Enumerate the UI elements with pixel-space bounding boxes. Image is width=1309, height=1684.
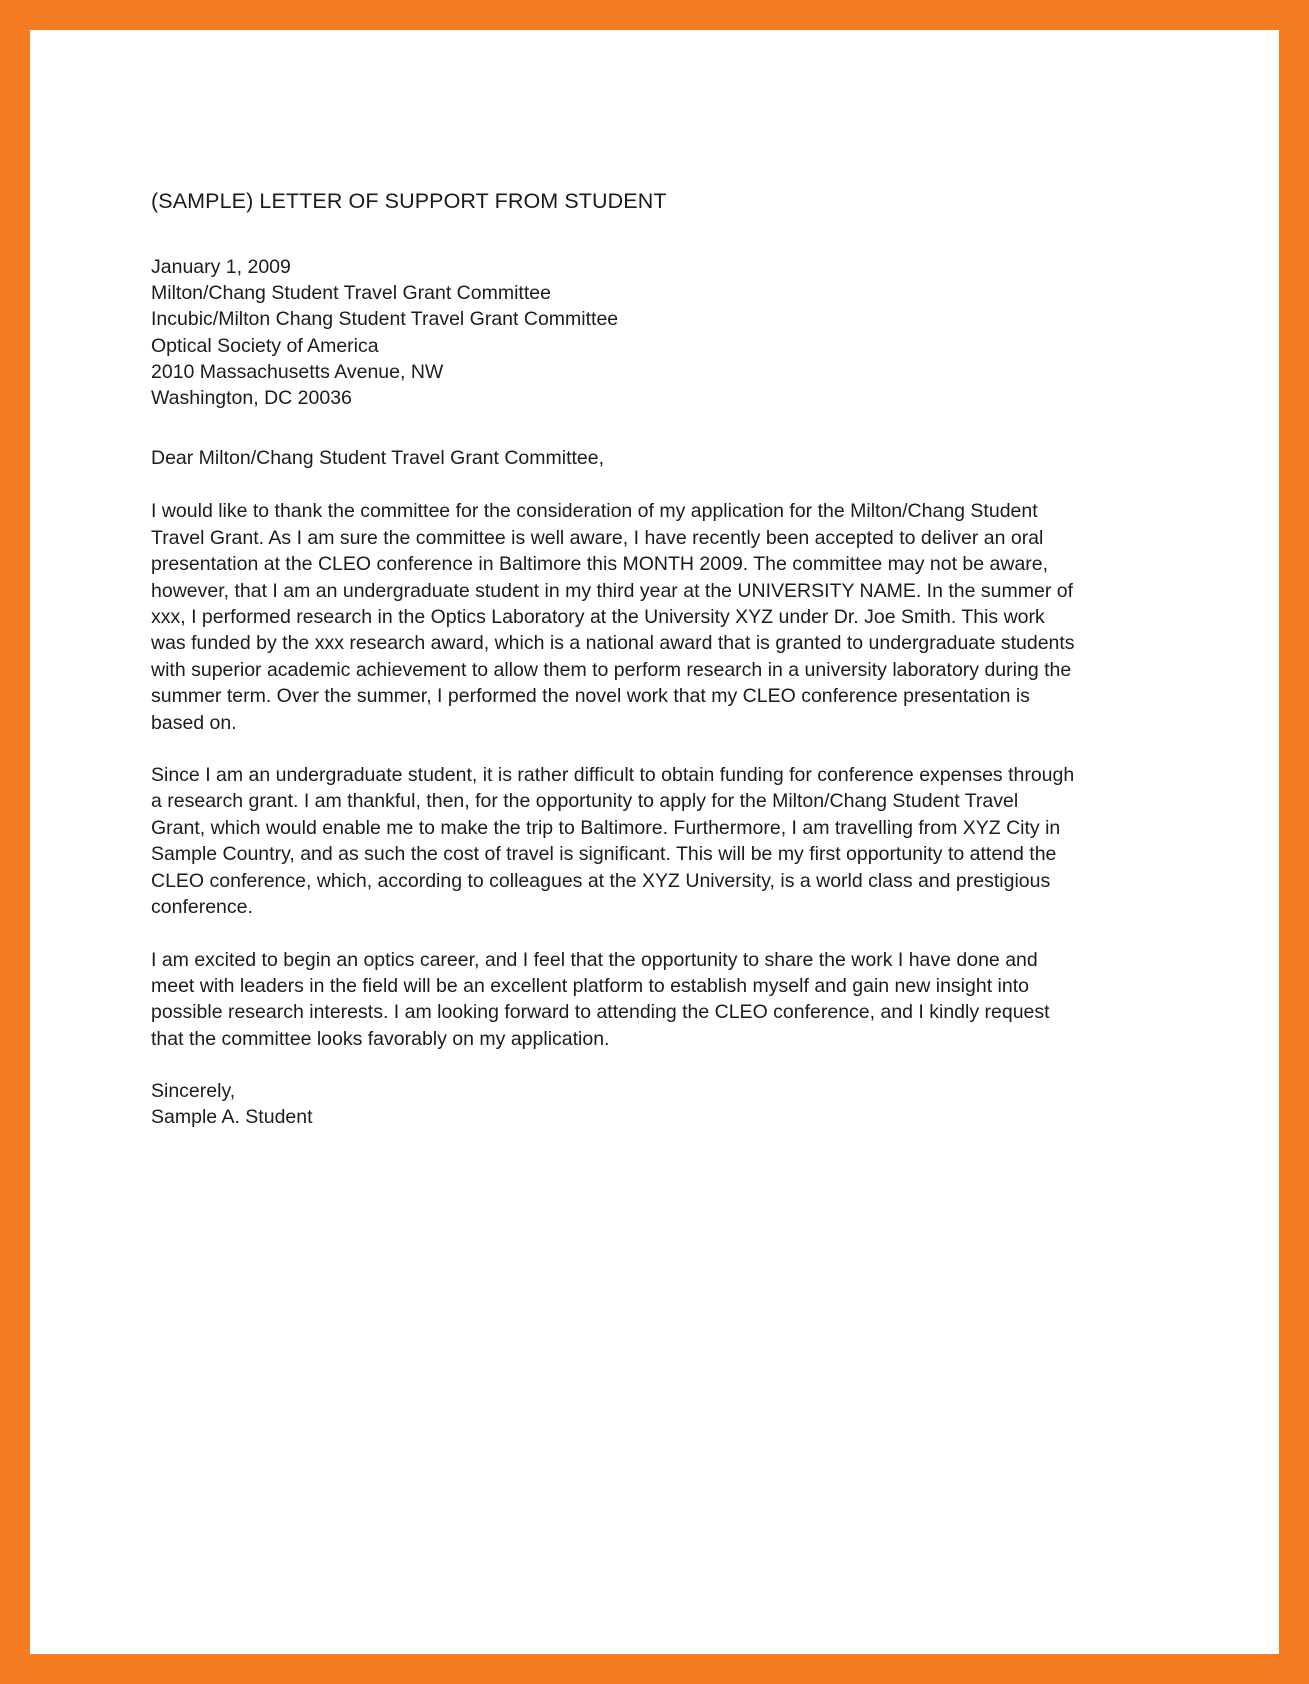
letterhead-address-block [151,254,1076,411]
salutation: Dear Milton/Chang Student Travel Grant Committee, [151,447,605,470]
closing-block [151,1078,1076,1130]
body-paragraph-2: Since I am an undergraduate student, it is rather difficult to obtain funding for conference expenses through a research grant. I am thankful, then, for the opportunity to apply for the Milton/Chang Student Travel Grant, which would enable me to make the trip to Baltimore. Furthermore, I am travelling from XYZ City in Sample Country, and as such the cost of travel is significant. This will be my first opportunity to attend the CLEO conference, which, according to colleagues at the XYZ University, is a world class and prestigious conference. [151,764,1075,919]
body-paragraph-3: I am excited to begin an optics career, and I feel that the opportunity to share the work I have done and meet with leaders in the field will be an excellent platform to establish myself and gain new insight into possible research interests. I am looking forward to attending the CLEO conference, and I kindly request that the committee looks favorably on my application. [151,948,1050,1050]
signature-name: Sample A. Student [151,1106,313,1129]
recipient-line-2: Incubic/Milton Chang Student Travel Grant Committee [151,308,619,331]
recipient-line-5: Washington, DC 20036 [151,387,352,410]
letter-date: January 1, 2009 [151,256,291,278]
letter-page [41,41,1268,1643]
recipient-line-3: Optical Society of America [151,334,379,357]
body-paragraph-1: I would like to thank the committee for the consideration of my application for the Milton/Chang Student Travel Grant. As I am sure the committee is well aware, I have recently been accepted to deliver an oral presentation at the CLEO conference in Baltimore this MONTH 2009. The committee may not be aware, however, that I am an undergraduate student in my third year at the UNIVERSITY NAME. In the summer of xxx, I performed research in the Optics Laboratory at the University XYZ under Dr. Joe Smith. This work was funded by the xxx research award, which is a national award that is granted to undergraduate students with superior academic achievement to allow them to perform research in a university laboratory during the summer term. Over the summer, I performed the novel work that my CLEO conference presentation is based on. [151,500,1075,734]
recipient-line-1: Milton/Chang Student Travel Grant Committee [151,282,551,305]
recipient-line-4: 2010 Massachusetts Avenue, NW [151,360,444,383]
closing-salutation: Sincerely, [151,1080,236,1103]
page-title: (SAMPLE) LETTER OF SUPPORT FROM STUDENT [151,189,667,213]
letter-content [151,186,1076,1131]
